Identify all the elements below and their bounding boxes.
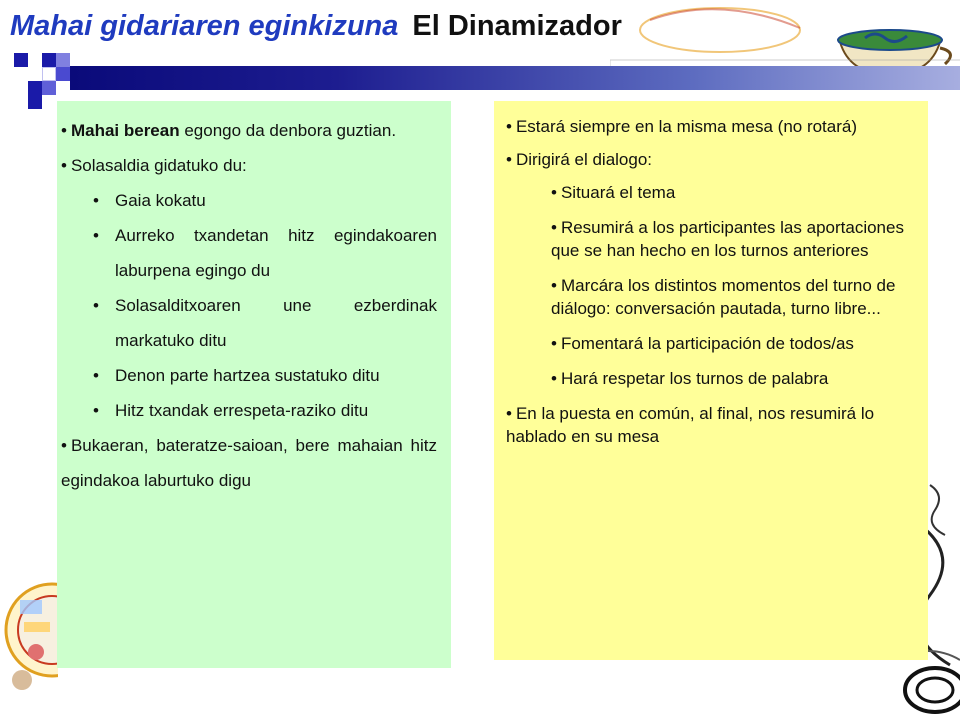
- world-cafe-poster-image: [0, 560, 58, 720]
- right-sub-item: • Resumirá a los participantes las aportaciones que se han hecho en los turnos anteriores: [551, 218, 904, 260]
- right-item-2-text: Dirigirá el dialogo:: [515, 150, 653, 169]
- right-item-1: • Estará siempre en la misma mesa (no rotará): [506, 117, 858, 136]
- right-sub-item-text: Fomentará la participación de todos/as: [560, 334, 854, 353]
- right-sub-item-text: Situará el tema: [560, 183, 676, 202]
- left-item-3-text: Bukaeran, bateratze-saioan, bere mahaian hitz egindakoa laburtuko digu: [61, 436, 437, 490]
- left-sub-item: • Aurreko txandetan hitz egindakoaren laburpena egingo du: [115, 218, 437, 288]
- left-sub-item: • Solasalditxoaren une ezberdinak markatuko ditu: [115, 288, 437, 358]
- title-basque: Mahai gidariaren eginkizuna: [10, 10, 399, 42]
- left-item-3: • Bukaeran, bateratze-saioan, bere mahaian hitz egindakoa laburtuko digu: [61, 436, 437, 490]
- right-sub-item: • Hará respetar los turnos de palabra: [551, 369, 829, 388]
- left-sub-list: [61, 183, 437, 428]
- right-sub-item-text: Resumirá a los participantes las aportaciones que se han hecho en los turnos anteriores: [551, 218, 904, 260]
- left-item-2: • Solasaldia gidatuko du:: [61, 156, 247, 175]
- right-item-3: • En la puesta en común, al final, nos resumirá lo hablado en su mesa: [506, 404, 875, 446]
- page-title: [10, 10, 622, 43]
- right-sub-item-text: Hará respetar los turnos de palabra: [560, 369, 829, 388]
- right-sub-item-text: Marcára los distintos momentos del turno de diálogo: conversación pautada, turno libre...: [551, 276, 896, 318]
- left-item-1-bold: Mahai berean: [70, 121, 180, 140]
- right-sub-item: • Marcára los distintos momentos del turno de diálogo: conversación pautada, turno libre...: [551, 276, 896, 318]
- right-item-2: • Dirigirá el dialogo:: [506, 150, 653, 169]
- left-item-1-text: egongo da denbora guztian.: [179, 121, 397, 140]
- basque-panel: [57, 101, 451, 668]
- right-item-3-text: En la puesta en común, al final, nos resumirá lo hablado en su mesa: [506, 404, 875, 446]
- right-item-1-text: Estará siempre en la misma mesa (no rotará): [515, 117, 858, 136]
- right-sub-list: [506, 181, 914, 390]
- right-sub-item: • Fomentará la participación de todos/as: [551, 334, 854, 353]
- left-sub-item: • Gaia kokatu: [115, 183, 437, 218]
- left-sub-item: • Hitz txandak errespeta-raziko ditu: [115, 393, 437, 428]
- right-sub-item: • Situará el tema: [551, 183, 676, 202]
- left-item-2-text: Solasaldia gidatuko du:: [70, 156, 247, 175]
- spanish-panel: [494, 101, 928, 660]
- left-item-1: • Mahai berean egongo da denbora guztian.: [61, 121, 397, 140]
- left-sub-item: • Denon parte hartzea sustatuko ditu: [115, 358, 437, 393]
- title-spanish: El Dinamizador: [412, 10, 622, 42]
